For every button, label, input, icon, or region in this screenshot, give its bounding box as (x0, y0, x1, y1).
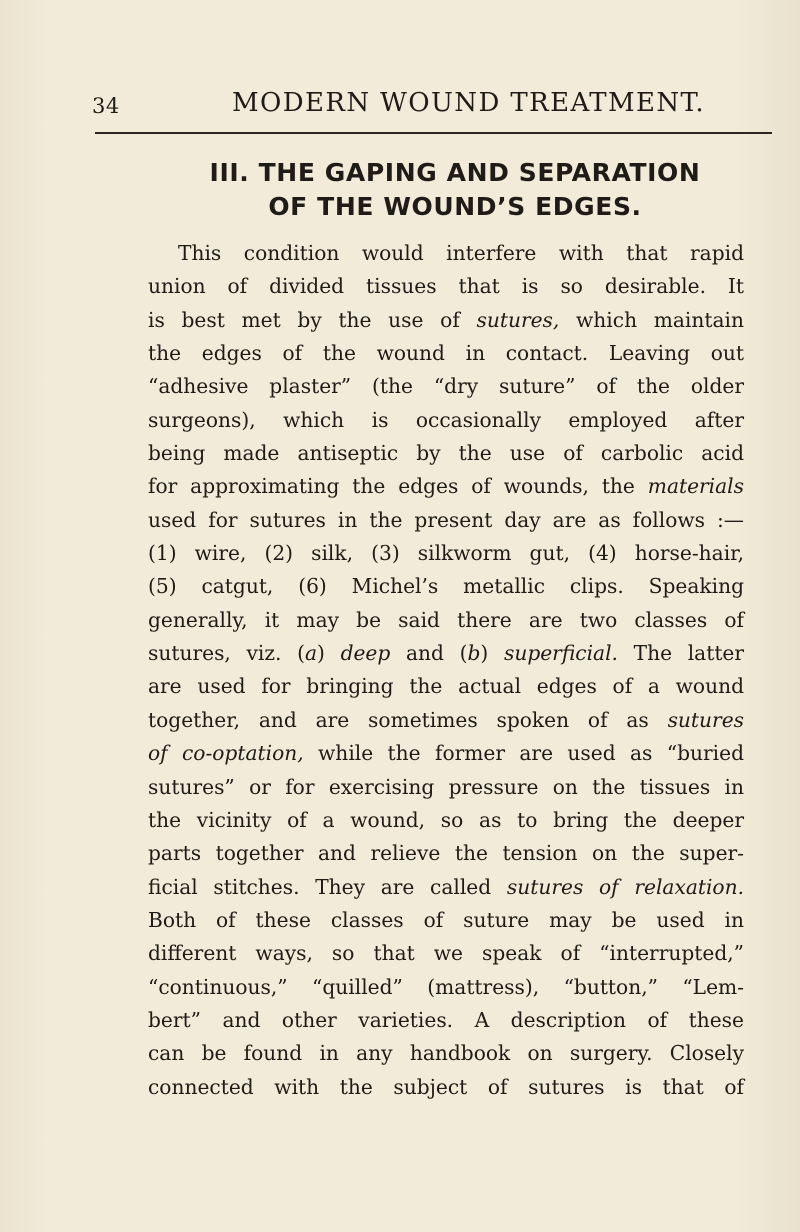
text-line (148, 304, 744, 337)
text-line: Both of these classes of suture may be used in (148, 907, 744, 932)
text-run: while the former are used as “buried (303, 741, 744, 766)
text-line: connected with the subject of sutures is that of (148, 1074, 744, 1099)
text-line (148, 637, 744, 670)
text-run: The latter (617, 641, 745, 666)
text-line: (1) wire, (2) silk, (3) silkworm gut, (4) horse-hair, (148, 541, 744, 566)
text-run: ) (480, 641, 504, 666)
emphasis-superficial: superficial. (503, 641, 618, 666)
text-line: This condition would interfere with that rapid (178, 241, 744, 265)
header-rule (95, 132, 772, 134)
text-line: “continuous,” “quilled” (mattress), “button,” “Lem- (148, 974, 744, 999)
text-line: used for sutures in the present day are as follows :— (148, 507, 744, 532)
text-line: generally, it may be said there are two classes of (148, 607, 744, 632)
section-heading-line-2: OF THE WOUND’S EDGES. (268, 192, 642, 221)
text-run: sutures, viz. ( (148, 641, 305, 666)
text-line: “adhesive plaster” (the “dry suture” of the older (148, 374, 744, 399)
text-line: surgeons), which is occasionally employed after (148, 407, 744, 432)
page-header (92, 88, 772, 122)
text-line: are used for bringing the actual edges of a wound (148, 674, 744, 699)
emphasis-sutures: sutures (667, 707, 744, 732)
text-line (148, 871, 744, 904)
text-run: ficial stitches. They are called (148, 874, 507, 899)
emphasis-relaxation: sutures of relaxation. (506, 874, 745, 899)
text-line: sutures” or for exercising pressure on the tissues in (148, 774, 744, 799)
text-line: being made antiseptic by the use of carbolic acid (148, 441, 744, 466)
text-line (148, 704, 744, 737)
text-run: together, and are sometimes spoken of as (148, 707, 668, 732)
text-run: ) (317, 641, 341, 666)
emphasis-materials: materials (647, 474, 744, 499)
text-line: parts together and relieve the tension on the super- (148, 841, 744, 866)
text-run: is best met by the use of (148, 307, 477, 332)
emphasis-sutures: sutures, (476, 307, 560, 332)
text-line: can be found in any handbook on surgery. Closely (148, 1041, 744, 1066)
text-line: union of divided tissues that is so desirable. It (148, 274, 744, 299)
emphasis-co-optation: of co-optation, (148, 741, 304, 766)
section-heading (140, 156, 770, 224)
text-line: (5) catgut, (6) Michel’s metallic clips. Speaking (148, 574, 744, 599)
body-paragraph (148, 237, 744, 1104)
text-run: for approximating the edges of wounds, the (148, 474, 648, 499)
text-line: the vicinity of a wound, so as to bring the deeper (148, 807, 744, 832)
text-line: the edges of the wound in contact. Leaving out (148, 341, 744, 366)
emphasis-deep: deep (340, 641, 391, 666)
emphasis-b: b (467, 641, 481, 666)
emphasis-a: a (304, 641, 318, 666)
text-run: which maintain (559, 307, 745, 332)
running-title: MODERN WOUND TREATMENT. (232, 88, 706, 118)
page-number: 34 (92, 94, 120, 118)
section-heading-line-1: III. THE GAPING AND SEPARATION (209, 158, 701, 187)
text-line (148, 737, 744, 770)
text-line: different ways, so that we speak of “interrupted,” (148, 941, 744, 966)
text-line: bert” and other varieties. A description of these (148, 1007, 744, 1032)
text-run: and ( (390, 641, 468, 666)
text-line (148, 470, 744, 503)
